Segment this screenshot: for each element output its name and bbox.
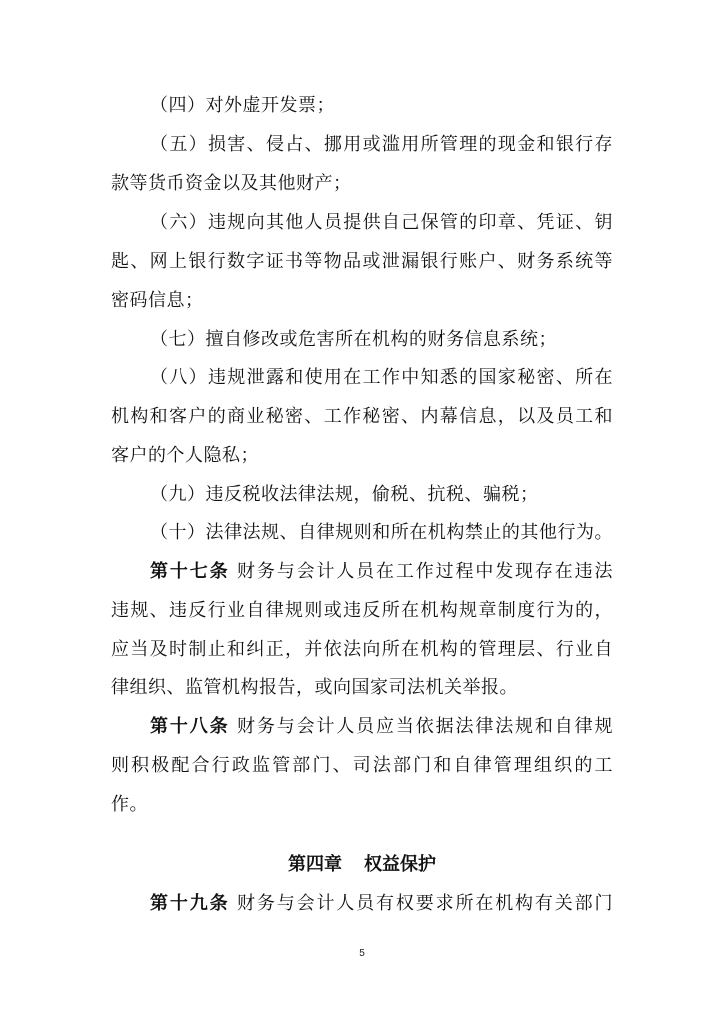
item-8-text-1: （八）违规泄露和使用在工作中知悉的国家秘密、所在 bbox=[150, 367, 613, 388]
article-18-line-1 bbox=[150, 710, 613, 744]
article-17-line-4 bbox=[111, 671, 613, 705]
item-10-text: （十）法律法规、自律规则和所在机构禁止的其他行为。 bbox=[150, 522, 613, 543]
article-18-text-3: 作。 bbox=[111, 794, 148, 815]
item-9-text: （九）违反税收法律法规，偷税、抗税、骗税； bbox=[150, 484, 539, 505]
article-18-text-1: 财务与会计人员应当依据法律法规和自律规 bbox=[237, 716, 613, 737]
item-8-line-2 bbox=[111, 400, 613, 434]
item-5-line-1 bbox=[150, 128, 613, 162]
article-17-text-2: 违规、违反行业自律规则或违反所在机构规章制度行为的， bbox=[111, 600, 613, 621]
item-6-text-2: 匙、网上银行数字证书等物品或泄漏银行账户、财务系统等 bbox=[111, 251, 613, 272]
item-9 bbox=[150, 478, 613, 512]
chapter-number: 第四章 bbox=[288, 854, 342, 875]
item-6-line-3 bbox=[111, 284, 613, 318]
article-17-line-2 bbox=[111, 594, 613, 628]
article-17-line-3 bbox=[111, 633, 613, 667]
item-5-line-2 bbox=[111, 167, 613, 201]
article-18-text-2: 则积极配合行政监管部门、司法部门和自律管理组织的工 bbox=[111, 755, 613, 776]
item-10 bbox=[150, 516, 613, 550]
article-19-label: 第十九条 bbox=[150, 893, 230, 914]
item-8-line-1 bbox=[150, 361, 613, 395]
chapter-title: 权益保护 bbox=[364, 854, 436, 875]
article-19-text-1: 财务与会计人员有权要求所在机构有关部门 bbox=[237, 893, 613, 914]
item-6-line-1 bbox=[150, 206, 613, 240]
article-18-label: 第十八条 bbox=[150, 716, 230, 737]
page-number: 5 bbox=[359, 948, 365, 959]
article-17-text-3: 应当及时制止和纠正，并依法向所在机构的管理层、行业自 bbox=[111, 639, 613, 660]
article-17-line-1 bbox=[150, 555, 613, 589]
item-4-text: （四）对外虚开发票； bbox=[150, 95, 335, 116]
item-7 bbox=[150, 323, 613, 357]
item-4 bbox=[150, 89, 613, 123]
article-19-line-1 bbox=[150, 887, 613, 921]
item-5-text-1: （五）损害、侵占、挪用或滥用所管理的现金和银行存 bbox=[150, 134, 613, 155]
item-7-text: （七）擅自修改或危害所在机构的财务信息系统； bbox=[150, 329, 557, 350]
article-18-line-2 bbox=[111, 749, 613, 783]
chapter-heading bbox=[0, 848, 724, 882]
article-17-text-4: 律组织、监管机构报告，或向国家司法机关举报。 bbox=[111, 677, 518, 698]
item-8-line-3 bbox=[111, 439, 613, 473]
item-5-text-2: 款等货币资金以及其他财产； bbox=[111, 173, 352, 194]
item-8-text-2: 机构和客户的商业秘密、工作秘密、内幕信息，以及员工和 bbox=[111, 406, 613, 427]
item-6-line-2 bbox=[111, 245, 613, 279]
article-18-line-3 bbox=[111, 788, 613, 822]
item-6-text-3: 密码信息； bbox=[111, 290, 204, 311]
article-17-text-1: 财务与会计人员在工作过程中发现存在违法 bbox=[237, 561, 613, 582]
item-8-text-3: 客户的个人隐私； bbox=[111, 445, 259, 466]
article-17-label: 第十七条 bbox=[150, 561, 230, 582]
item-6-text-1: （六）违规向其他人员提供自己保管的印章、凭证、钥 bbox=[150, 212, 613, 233]
